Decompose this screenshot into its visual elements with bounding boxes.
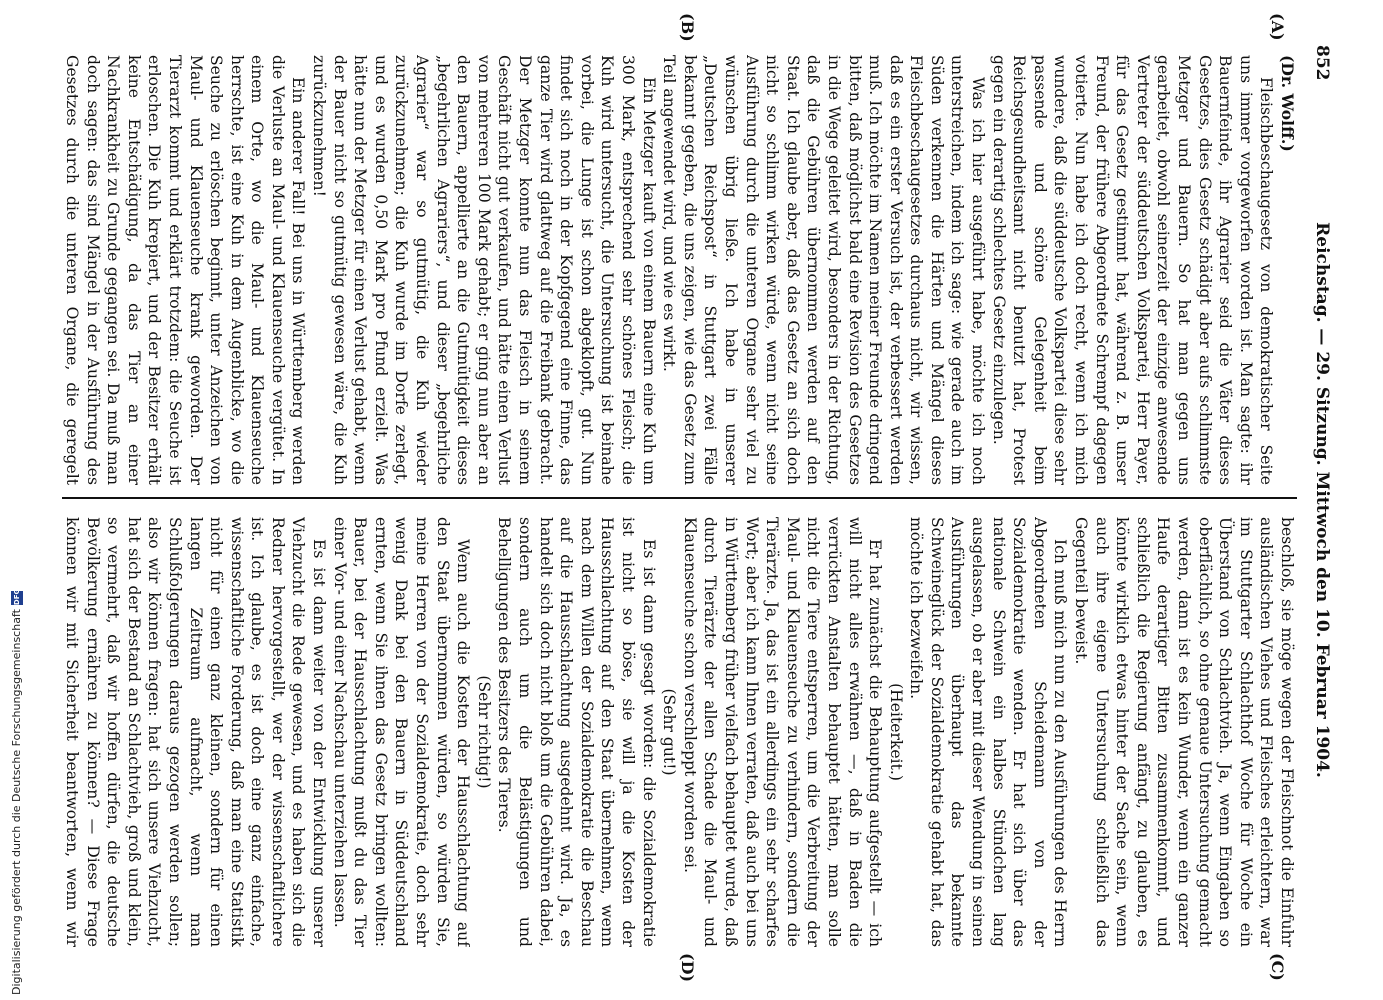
paragraph: Fleischbeschaugesetz von demokratischer Seite uns immer vorgeworfen worden ist. Man sagte: ihr Bauernfeinde, ihr Agrarier seid die Väter dieses Gesetzes, dies Gesetz schädigt aber aufs schlimmste Metzger und Bauern. So hat man gegen uns gearbeitet, obwohl seinerzeit der einzige anwesende Vertreter der süddeutschen Volkspartei, Herr Payer, für das Gesetz gestimmt hat, während z. B. unser Freund, der frühere Abgeordnete Schrempf dagegen votierte. Nun habe ich doch recht, wenn ich mich wundere, daß die süddeutsche Volkspartei diese sehr passende und schöne Gelegenheit beim Reichsgesundheitsamt nicht benutzt hat, Protest gegen ein derartig schlechtes Gesetz einzulegen.: [989, 55, 1276, 485]
left-column: [62, 55, 1297, 485]
paragraph: Es ist dann weiter von der Entwicklung unserer Viehzucht die Rede gewesen, und es haben sich die Redner hervorgestellt, wer der wissenschaftlichere ist. Ich glaube, es ist doch eine ganz einfache, wissenschaftliche Forderung, daß man eine Statistik nicht für einen ganz kleinen, sondern für einen langen Zeitraum aufmacht, wenn man Schlußfolgerungen daraus gezogen werden sollen; also wir können fragen: hat sich unsere Viehzucht, hat sich der Bestand an Schlachtvieh, groß und klein, so vermehrt, daß wir hoffen dürfen, die deutsche Bevölkerung ernähren zu können? — Diese Frage können wir mit Sicherheit beantworten, wenn wir: [62, 517, 329, 947]
right-column: [62, 517, 1297, 947]
page-title: Reichstag. — 29. Sitzung. Mittwoch den 10. Februar 1904.: [1312, 222, 1332, 778]
paragraph: Ein anderer Fall! Bei uns in Württemberg werden die Verluste an Maul- und Klauenseuche vergütet. In einem Orte, wo die Maul- und Klauenseuche herrschte, ist eine Kuh in dem Augenblicke, wo die Seuche zu erlöschen beginnt, unter Anzeichen von Maul- und Klauenseuche krank geworden. Der Tierarzt kommt und erklärt trotzdem: die Seuche ist erloschen. Die Kuh krepiert, und der Besitzer erhält keine Entschädigung, da das Tier an einer Nachkrankheit zu Grunde gegangen sei. Da muß man doch sagen: das sind Mängel in der Ausführung des Gesetzes durch die unteren Organe, die geregelt: [62, 55, 308, 485]
interjection: (Heiterkeit.): [886, 683, 905, 781]
marker-d: (D): [678, 953, 697, 983]
paragraph: Was ich hier ausgeführt habe, möchte ich noch unterstreichen, indem ich sage: wie gerade auch im Süden verkennen die Härten und Mängel dieses Fleischbeschaugesetzes durchaus nicht, wir wissen, daß es ein erster Versuch ist, der verbessert werden muß. Ich möchte im Namen meiner Freunde dringend bitten, daß möglichst bald eine Revision des Gesetzes in die Wege geleitet wird, besonders in der Richtung, daß die Gebühren übernommen werden auf den Staat. Ich glaube aber, daß das Gesetz an sich doch nicht so schlimm wirken würde, wenn nicht seine Ausführung durch die unteren Organe sehr viel zu wünschen übrig ließe. Ich habe in unserer „Deutschen Reichspost“ in Stuttgart zwei Fälle bekannt gegeben, die uns zeigen, wie das Gesetz zum Teil angewendet wird, und wie es wirkt.: [660, 55, 988, 485]
page-number: 852: [1312, 45, 1332, 81]
paragraph: Wenn auch die Kosten der Hausschlachtung auf den Staat übernommen würden, so würden Sie, meine Herren von der Sozialdemokratie, doch sehr wenig Dank bei den Bauern in Süddeutschland ernten, wenn Sie ihnen das Gesetz bringen wollten: Bauer, bei der Hausschlachtung mußt du das Tier einer Vor- und einer Nachschau unterziehen lassen.: [330, 517, 473, 947]
column-divider: [62, 497, 1297, 499]
marker-c: (C): [1268, 953, 1287, 981]
paragraph: Er hat zunächst die Behauptung aufgestellt — ich will nicht alles erwähnen —, daß in Baden die verrückten Anstalten behauptet hätten, man solle nicht die Tiere entsperren, um die Verbreitung der Maul- und Klauenseuche zu verhindern, sondern die Tierärzte. Ja, das ist ein allerdings ein sehr scharfes Wort; aber ich kann Ihnen verraten, daß auch bei uns in Württemberg früher vielfach behauptet wurde, daß durch Tierärzte der allen Schade die Maul- und Klauenseuche schon verschleppt worden sei.: [680, 517, 885, 947]
credit-text: Digitalisierung gefördert durch die Deutsche Forschungsgemeinschaft: [10, 609, 23, 995]
interjection: (Sehr gut!): [660, 688, 679, 776]
interjection: (Sehr richtig!): [474, 675, 493, 789]
paragraph: beschloß, sie möge wegen der Fleischnot die Einfuhr ausländischen Viehes und Fleisches erleichtern, war im Stuttgarter Schlachthof Woche für Woche ein Überstand von Schlachtvieh. Ja, wenn Eingaben so oberflächlich, so ohne genaue Untersuchung gemacht werden, dann ist es kein Wunder, wenn ein ganzer Haufe derartiger Bitten zusammenkommt, und schließlich die Regierung anfängt, zu glauben, es könnte wirklich etwas hinter der Sache sein, wenn auch ihre eigene Untersuchung schließlich das Gegenteil beweist.: [1072, 517, 1296, 947]
paragraph: Es ist dann gesagt worden: die Sozialdemokratie ist nicht so böse, sie will ja die Kosten der Hausschlachtung auf den Staat übernehmen, wenn nach dem Willen der Sozialdemokratie die Beschau auf die Hausschlachtung ausgedehnt wird. Ja, es handelt sich doch nicht bloß um die Gebühren dabei, sondern auch um die Belästigungen und Behelligungen des Besitzers des Tieres.: [495, 517, 658, 947]
speaker-label: (Dr. Wolff.): [1278, 55, 1297, 152]
digitization-credit: [10, 588, 23, 995]
paragraph: Ich muß mich nun zu den Ausführungen des Herrn Abgeordneten Scheidemann von der Sozialdemokratie wenden. Er hat sich über das nationale Schwein ein halbes Stündchen lang ausgelassen, ob er aber mit dieser Wendung in seinen Ausführungen überhaupt das bekannte Schweineglück der Sozialdemokratie gehabt hat, das möchte ich bezweifeln.: [907, 517, 1070, 947]
paragraph: Ein Metzger kauft von einem Bauern eine Kuh um 300 Mark, entsprechend sehr schönes Fleisch; die Kuh wird untersucht, die Untersuchung ist beinahe vorbei, die Lunge ist schon abgeklopft, gut. Nun findet sich noch in der Kopfgegend eine Finne, das ganze Tier wird glattweg auf die Freibank gebracht. Der Metzger konnte nun das Fleisch in seinem Geschäft nicht gut verkaufen, und hätte einen Verlust von mehreren 100 Mark gehabt; er ging nun aber an den Bauern, appellierte an die Gutmütigkeit dieses „begehrlichen Agrariers“, und dieser „begehrliche Agrarier“ war so gutmütig, die Kuh wieder zurückzunehmen; die Kuh wurde im Dorfe zerlegt, und es wurden 0,50 Mark pro Pfund erzielt. Was hätte nun der Metzger für einen Verlust gehabt, wenn der Bauer nicht so gutmütig gewesen wäre, die Kuh zurückzunehmen!: [310, 55, 658, 485]
page-header: [1307, 45, 1337, 955]
document-page: [37, 13, 1337, 983]
marker-a: (A): [1268, 13, 1287, 41]
marker-b: (B): [678, 13, 697, 42]
dfg-logo-icon: DFG: [12, 588, 21, 606]
